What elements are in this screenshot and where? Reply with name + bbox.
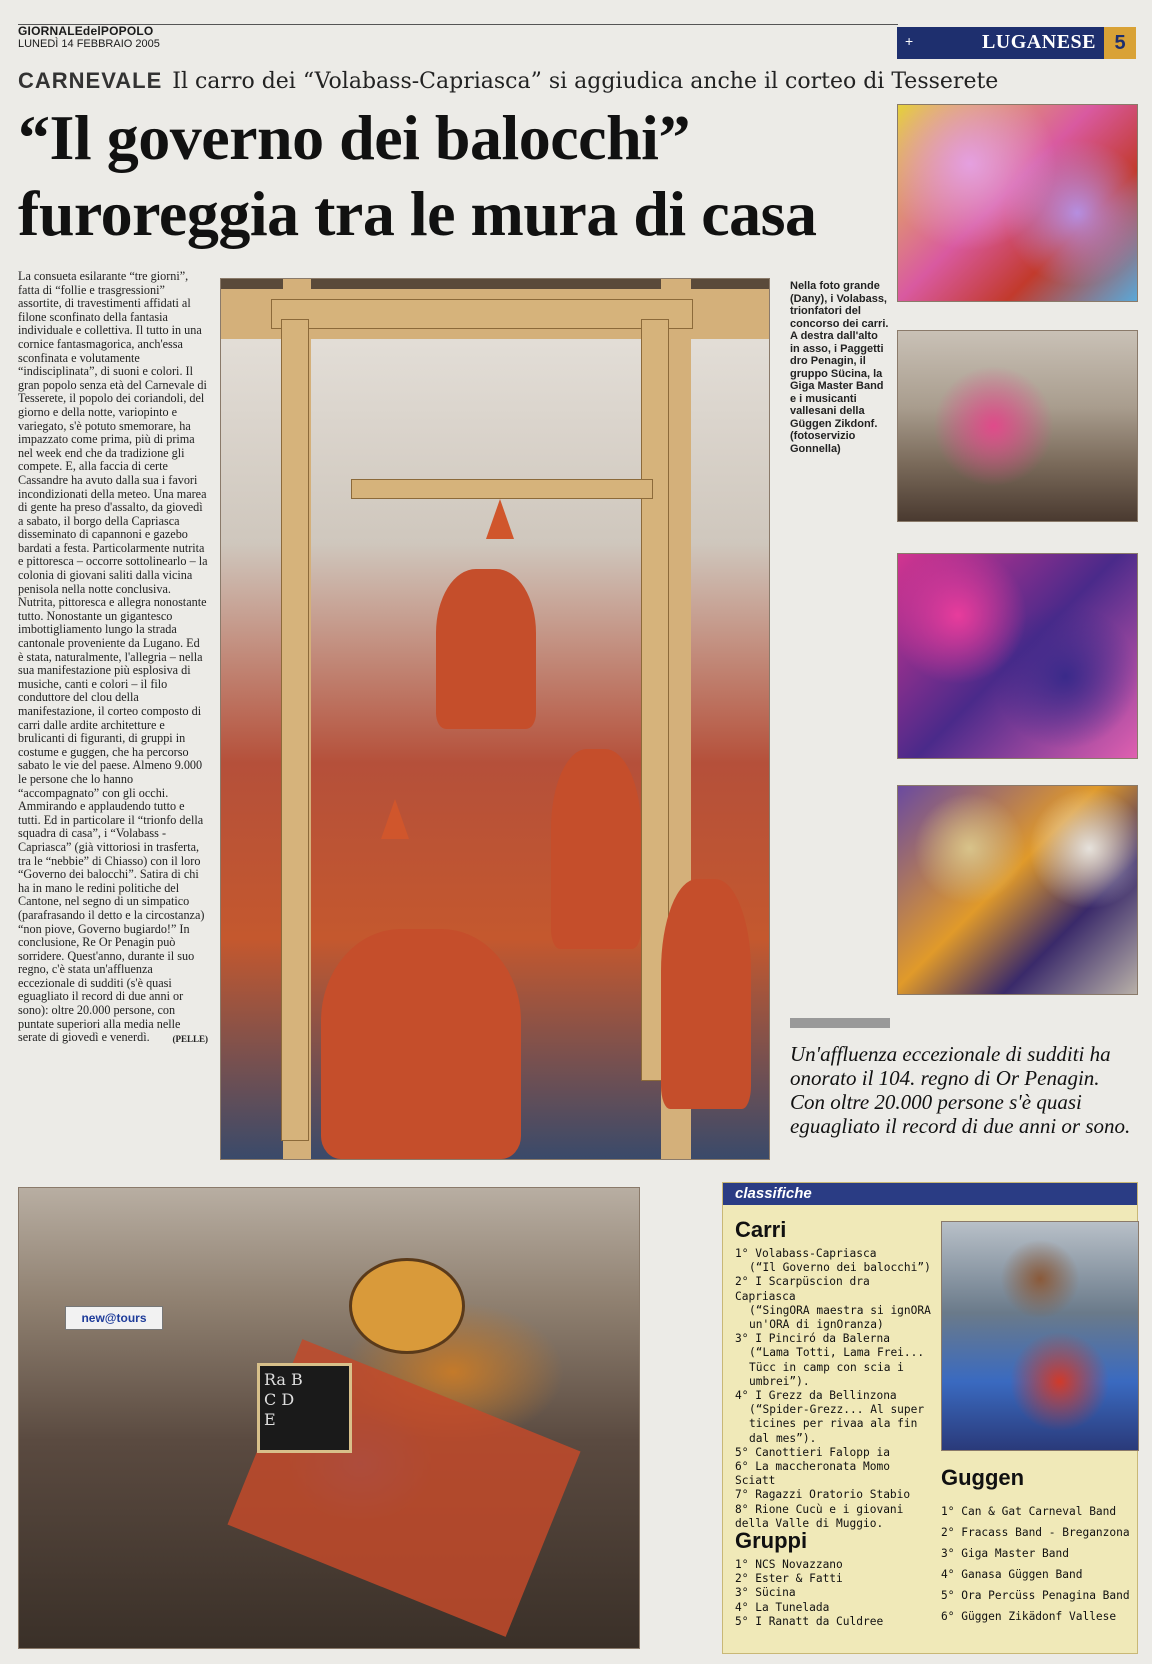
rank-number: 3° — [735, 1586, 756, 1600]
rank-number: 1° — [941, 1505, 962, 1518]
rank-name: I Pinciró da Balerna — [755, 1332, 890, 1346]
guggen-title: Guggen — [941, 1465, 1025, 1490]
wooden-platform — [351, 479, 653, 499]
headline-line-2: furoreggia tra le mura di casa — [18, 178, 817, 249]
main-photo-float — [220, 278, 770, 1160]
rank-name: Sücina — [755, 1586, 796, 1600]
rank-name: Ragazzi Oratorio Stabio — [755, 1488, 911, 1502]
carri-list-item — [735, 1488, 935, 1502]
rank-name: La maccheronata Momo Sciatt — [735, 1460, 890, 1488]
wooden-post-left — [281, 319, 309, 1141]
shop-sign: new@tours — [65, 1306, 163, 1330]
masthead: GIORNALEdelPOPOLO — [18, 24, 154, 38]
rank-name: Volabass-Capriasca — [755, 1247, 877, 1260]
pointed-hat — [486, 499, 514, 539]
carri-title: Carri — [735, 1217, 787, 1242]
page-number: 5 — [1104, 27, 1136, 59]
photo-guggen-zikdonf — [897, 785, 1138, 995]
rank-name: Can & Gat Carneval Band — [961, 1505, 1117, 1518]
rank-name: Rione Cucù e i giovani della Valle di Muggio. — [735, 1502, 904, 1530]
article-body — [18, 270, 208, 1047]
pullquote-rule — [790, 1018, 890, 1028]
pullquote: Un'affluenza eccezionale di sudditi ha onorato il 104. regno di Or Penagin. Con oltre 20.000 persone s'è quasi eguagliato il record di due anni or sono. — [790, 1042, 1131, 1138]
photo-sucina — [897, 330, 1138, 522]
rank-number: 1° — [735, 1247, 756, 1260]
rank-number: 2° — [735, 1275, 756, 1289]
rank-name: Ora Percüss Penagina Band — [961, 1589, 1130, 1602]
kicker-subtitle: Il carro dei “Volabass-Capriasca” si aggiudica anche il corteo di Tesserete — [172, 69, 999, 94]
costumed-figure-front — [321, 929, 521, 1159]
carri-list-item — [735, 1503, 935, 1531]
rank-number: 2° — [735, 1572, 756, 1586]
rank-number: 5° — [735, 1445, 756, 1459]
section-bar — [897, 27, 1136, 59]
bottom-photo-parade — [18, 1187, 640, 1649]
wooden-beam — [271, 299, 693, 329]
carri-list-item — [735, 1460, 935, 1488]
pointed-hat — [381, 799, 409, 839]
costumed-figure — [436, 569, 536, 729]
rank-detail: (“Il Governo dei balocchi”) — [749, 1261, 931, 1275]
costumed-figure — [661, 879, 751, 1109]
rank-name: Canottieri Falopp ia — [755, 1445, 890, 1459]
issue-date: LUNEDÌ 14 FEBBRAIO 2005 — [18, 38, 160, 50]
rank-name: Ganasa Güggen Band — [961, 1568, 1083, 1581]
gruppi-list-item — [735, 1572, 935, 1586]
guggen-list-item — [941, 1585, 1131, 1606]
headline-line-1: “Il governo dei balocchi” — [18, 102, 690, 173]
photo-giga-master-band — [897, 553, 1138, 759]
rank-detail: (“Lama Totti, Lama Frei... Tücc in camp con scia i umbrei”). — [749, 1346, 925, 1388]
guggen-list — [941, 1501, 1131, 1627]
gruppi-list-item — [735, 1601, 935, 1615]
rank-name: I Grezz da Bellinzona — [755, 1389, 897, 1403]
photo-paggetti — [897, 104, 1138, 302]
kicker-tag: CARNEVALE — [18, 68, 163, 93]
gruppi-list-item — [735, 1558, 935, 1572]
article-signature: (PELLE) — [172, 1034, 208, 1045]
carri-list-item — [735, 1389, 935, 1446]
chalkboard: Ra B C D E — [257, 1363, 352, 1453]
guggen-section — [941, 1465, 1131, 1627]
rank-number: 3° — [941, 1547, 962, 1560]
rankings-header: classifiche — [723, 1183, 1137, 1205]
guggen-list-item — [941, 1606, 1131, 1627]
rank-name: Fracass Band - Breganzona — [961, 1526, 1130, 1539]
kicker — [18, 68, 998, 94]
gruppi-title: Gruppi — [735, 1528, 808, 1553]
rank-name: Giga Master Band — [961, 1547, 1069, 1560]
rank-number: 1° — [735, 1558, 756, 1571]
rank-name: I Scarpüscion dra Capriasca — [735, 1275, 870, 1303]
gruppi-list-item — [735, 1586, 935, 1600]
carri-list — [735, 1247, 935, 1531]
carri-section — [735, 1217, 935, 1531]
rank-number: 4° — [735, 1389, 756, 1403]
rank-number: 2° — [941, 1526, 962, 1539]
rank-name: Ester & Fatti — [755, 1572, 843, 1586]
carri-list-item — [735, 1332, 935, 1389]
owl-figure — [349, 1258, 465, 1354]
guggen-list-item — [941, 1522, 1131, 1543]
section-name: LUGANESE — [981, 31, 1096, 53]
rank-detail: (“SingORA maestra si ignORA un'ORA di ignOranza) — [749, 1303, 931, 1332]
headline — [18, 100, 898, 252]
guggen-list-item — [941, 1564, 1131, 1585]
guggen-list-item — [941, 1543, 1131, 1564]
guggen-list-item — [941, 1501, 1131, 1522]
rank-number: 4° — [735, 1600, 756, 1614]
carri-list-item — [735, 1446, 935, 1460]
rank-number: 5° — [735, 1614, 756, 1628]
gruppi-section — [735, 1528, 935, 1629]
rank-number: 4° — [941, 1568, 962, 1581]
photo-caption: Nella foto grande (Dany), i Volabass, trionfatori del concorso dei carri. A destra dall'alto in asso, i Paggetti dro Penagin, il gruppo Sücina, la Giga Master Band e i musicanti vallesani della Güggen Zikdonf. (fotoservizio Gonnella) — [790, 280, 889, 455]
carri-list-item — [735, 1275, 935, 1332]
rank-name: Güggen Zikädonf Vallese — [961, 1610, 1117, 1623]
article-text: La consueta esilarante “tre giorni”, fatta di “follie e trasgressioni” assortite, di travestimenti affidati al filone sconfinato della fantasia individuale e collettiva. Il tutto in una cornice fantasmagorica, anch'essa sconfinata e volutamente “indisciplinata”, di suoni e colori. Il gran popolo senza età del Carnevale di Tesserete, il popolo dei coriandoli, del giorno e della notte, variopinto e variegato, s'è potuto smemorare, ha impazzato come prima, più di prima nel week end che da tradizione gli compete. E, alla faccia di certe Cassandre ha avuto dalla sua i favori incondizionati della meteo. Una marea di gente ha preso d'assalto, da giovedì a sabato, il borgo della Capriasca disseminato di capannoni e gazebo bardati a festa. Particolarmente nutrita e pittoresca – occorre sottolinearlo – la colonia di giovani saliti dalla vicina penisola nella notte conclusiva. Nutrita, pittoresca e allegra nonostante tutto. Nonostante un gigantesco imbottigliamento lungo la strada cantonale proveniente da Lugano. Ed è stata, naturalmente, l'allegria – nella sua manifestazione più esplosiva di musiche, canti e colori – il filo conduttore del clou della manifestazione, il corteo composto di carri dalle ardite architetture e brulicanti di figuranti, di gruppi in costume e guggen, che ha percorso sabato le vie del paese. Almeno 9.000 le persone che lo hanno “accompagnato” con gli occhi. Ammirando e applaudendo tutto e tutti. Ed in particolare il “trionfo della squadra di casa”, i “Volabass -Capriasca” (già vittoriosi in trasferta, tra le “nebbie” di Chiasso) con il loro “Governo dei balocchi”. Satira di chi ha in mano le redini politiche del Cantone, nel segno di un simpatico (parafrasando il detto e la circostanza) “non piove, Governo bugiardo!” In conclusione, Re Or Penagin può sorridere. Quest'anno, durante il suo regno, c'è stata un'affluenza eccezionale di sudditi (s'è quasi eguagliato il record di due anni or sono): oltre 20.000 persone, con puntate superiori alla media nelle serate di giovedì e venerdì. — [18, 269, 208, 1045]
rank-number: 5° — [941, 1589, 962, 1602]
rank-name: NCS Novazzano — [755, 1558, 843, 1571]
rank-number: 6° — [735, 1460, 756, 1474]
rank-number: 8° — [735, 1502, 756, 1516]
rank-name: I Ranatt da Culdree — [755, 1614, 884, 1628]
photo-guggen-mask — [941, 1221, 1139, 1451]
gruppi-list — [735, 1558, 935, 1629]
carri-list-item — [735, 1247, 935, 1275]
plus-icon: + — [905, 33, 914, 49]
rank-name: La Tunelada — [755, 1600, 830, 1614]
rank-number: 6° — [941, 1610, 962, 1623]
costumed-figure — [551, 749, 641, 949]
rank-detail: (“Spider-Grezz... Al super ticines per rivaa ala fin dal mes”). — [749, 1403, 925, 1445]
rank-number: 7° — [735, 1488, 756, 1502]
gruppi-list-item — [735, 1615, 935, 1629]
rank-number: 3° — [735, 1332, 756, 1346]
rankings-box — [722, 1182, 1138, 1654]
